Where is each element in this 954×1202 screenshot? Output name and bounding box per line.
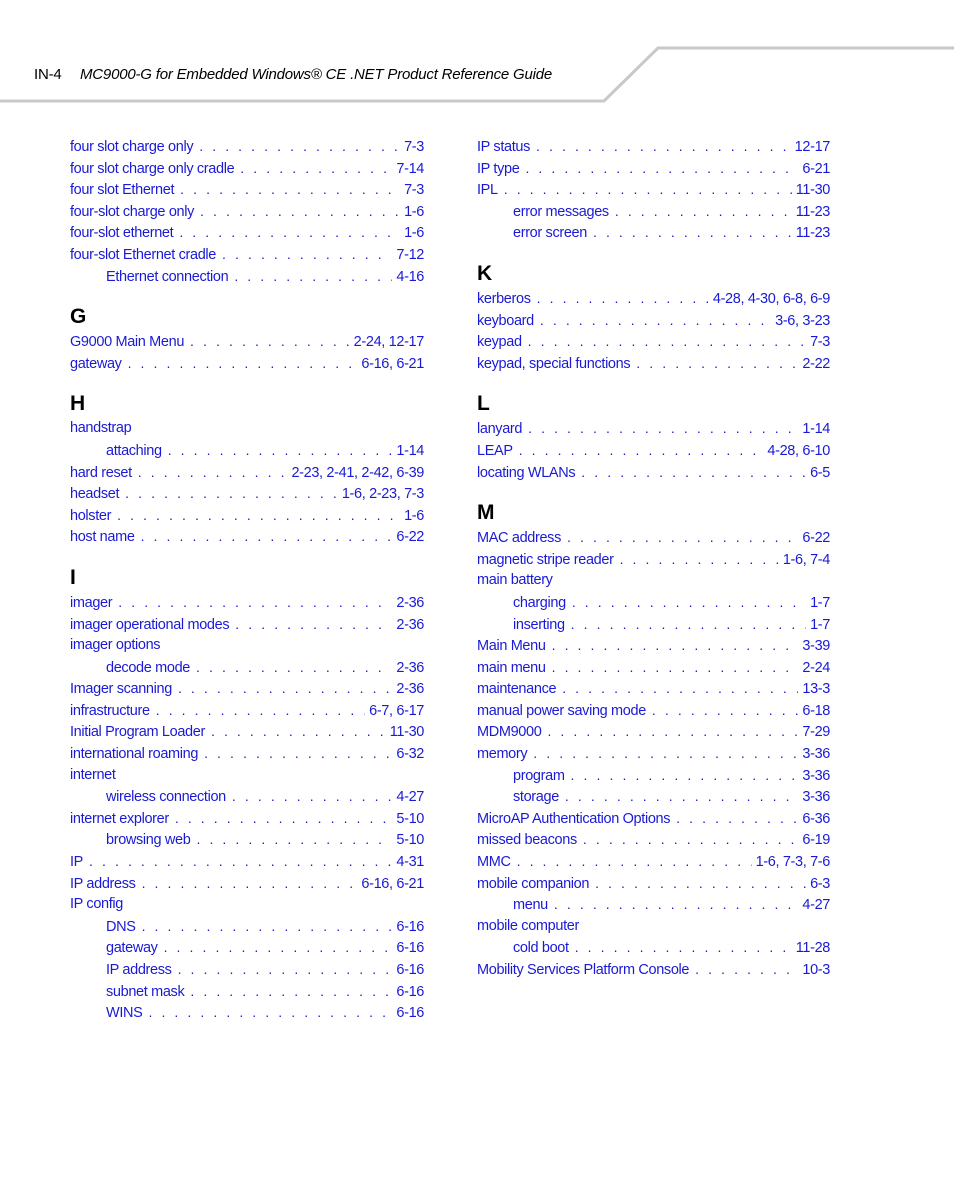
dot-leader xyxy=(117,505,400,527)
index-subentry-error-messages[interactable] xyxy=(477,201,830,223)
dot-leader xyxy=(200,201,400,223)
page-number: IN-4 xyxy=(34,66,62,83)
dot-leader xyxy=(562,678,798,700)
entry-term[interactable]: imager options xyxy=(70,637,161,654)
entry-term[interactable]: hard reset xyxy=(70,464,132,481)
dot-leader xyxy=(168,440,393,462)
index-entry-imager-operational-modes[interactable] xyxy=(70,614,424,636)
index-section-m xyxy=(477,499,830,980)
index-section-continued xyxy=(70,136,424,287)
entry-pages[interactable]: 7-29 xyxy=(802,724,830,741)
entry-pages[interactable]: 11-30 xyxy=(795,182,830,199)
index-entry-ip[interactable] xyxy=(70,851,424,873)
entry-pages[interactable]: 1-14 xyxy=(396,442,424,459)
entry-pages[interactable]: 2-23, 2-41, 2-42, 6-39 xyxy=(291,464,424,481)
index-subentry-storage[interactable] xyxy=(477,786,830,808)
dot-leader xyxy=(199,136,400,158)
entry-term[interactable]: wireless connection xyxy=(106,789,226,806)
dot-leader xyxy=(595,873,806,895)
dot-leader xyxy=(125,483,338,505)
index-entry-mdm9000[interactable] xyxy=(477,721,830,743)
dot-leader xyxy=(572,592,806,614)
entry-term[interactable]: menu xyxy=(513,897,548,914)
dot-leader xyxy=(178,959,393,981)
dot-leader xyxy=(504,179,792,201)
entry-term[interactable]: IP xyxy=(70,854,83,871)
dot-leader xyxy=(118,592,392,614)
entry-pages[interactable]: 7-3 xyxy=(810,334,830,351)
entry-pages[interactable]: 6-22 xyxy=(396,529,424,546)
entry-term[interactable]: MDM9000 xyxy=(477,724,542,741)
entry-pages[interactable]: 6-16 xyxy=(396,918,424,935)
entry-term[interactable]: keypad, special functions xyxy=(477,355,631,372)
entry-pages[interactable]: 13-3 xyxy=(802,681,830,698)
dot-leader xyxy=(196,829,392,851)
index-entry-gateway[interactable] xyxy=(70,353,424,375)
entry-term[interactable]: error screen xyxy=(513,225,587,242)
index-subentry-attaching[interactable] xyxy=(70,440,424,462)
entry-pages[interactable]: 7-14 xyxy=(396,160,424,177)
entry-term[interactable]: decode mode xyxy=(106,659,191,676)
index-section-i xyxy=(70,564,424,1024)
index-section-k xyxy=(477,260,830,374)
dot-leader xyxy=(179,222,400,244)
entry-term[interactable]: gateway xyxy=(70,355,122,372)
entry-pages[interactable]: 11-28 xyxy=(795,940,830,957)
section-letter: K xyxy=(477,261,493,285)
entry-term[interactable]: attaching xyxy=(106,442,162,459)
index-subentry-charging[interactable] xyxy=(477,592,830,614)
index-entry-infrastructure[interactable] xyxy=(70,700,424,722)
dot-leader xyxy=(519,440,764,462)
index-subentry-program[interactable] xyxy=(477,765,830,787)
entry-pages[interactable]: 6-21 xyxy=(802,160,830,177)
entry-term[interactable]: Initial Program Loader xyxy=(70,724,205,741)
index-entry-mmc[interactable] xyxy=(477,851,830,873)
entry-pages[interactable]: 6-5 xyxy=(810,464,830,481)
entry-pages[interactable]: 6-16 xyxy=(396,1005,424,1022)
entry-term[interactable]: four-slot ethernet xyxy=(70,225,174,242)
index-subentry-decode-mode[interactable] xyxy=(70,657,424,679)
dot-leader xyxy=(190,331,350,353)
entry-term[interactable]: Main Menu xyxy=(477,638,546,655)
index-section-l xyxy=(477,390,830,483)
entry-term[interactable]: IP address xyxy=(70,875,136,892)
dot-leader xyxy=(565,786,798,808)
index-entry-mobile-companion[interactable] xyxy=(477,873,830,895)
entry-pages[interactable]: 3-6, 3-23 xyxy=(775,312,830,329)
entry-term[interactable]: IP config xyxy=(70,896,124,913)
entry-pages[interactable]: 4-16 xyxy=(396,268,424,285)
entry-pages[interactable]: 6-32 xyxy=(396,746,424,763)
dot-leader xyxy=(525,158,798,180)
entry-term[interactable]: headset xyxy=(70,486,120,503)
dot-leader xyxy=(234,266,392,288)
index-subentry-subnet-mask[interactable] xyxy=(70,981,424,1003)
entry-pages[interactable]: 4-27 xyxy=(396,789,424,806)
index-column-right xyxy=(477,136,830,997)
entry-pages[interactable]: 2-36 xyxy=(396,681,424,698)
entry-pages[interactable]: 4-27 xyxy=(802,897,830,914)
dot-leader xyxy=(190,981,392,1003)
index-subentry-wireless-connection[interactable] xyxy=(70,786,424,808)
dot-leader xyxy=(575,937,792,959)
entry-term[interactable]: imager operational modes xyxy=(70,616,230,633)
entry-pages[interactable]: 1-7 xyxy=(810,616,830,633)
index-entry-four-slot-ethernet[interactable] xyxy=(70,222,424,244)
index-entry-four-slot-charge-only-cradle[interactable] xyxy=(70,158,424,180)
entry-pages[interactable]: 3-36 xyxy=(802,789,830,806)
entry-pages[interactable]: 11-23 xyxy=(795,203,830,220)
entry-pages[interactable]: 4-31 xyxy=(396,854,424,871)
index-entry-manual-power-saving-mode[interactable] xyxy=(477,700,830,722)
entry-term[interactable]: keypad xyxy=(477,334,522,351)
index-entry-ip-config[interactable] xyxy=(70,894,424,916)
index-entry-keypad-special-functions[interactable] xyxy=(477,353,830,375)
entry-pages[interactable]: 5-10 xyxy=(396,832,424,849)
entry-term[interactable]: four slot Ethernet xyxy=(70,182,175,199)
index-entry-handstrap[interactable] xyxy=(70,418,424,440)
dot-leader xyxy=(581,462,806,484)
dot-leader xyxy=(164,937,393,959)
entry-pages[interactable]: 3-36 xyxy=(802,746,830,763)
index-subentry-inserting[interactable] xyxy=(477,614,830,636)
index-subentry-gateway[interactable] xyxy=(70,937,424,959)
index-entry-keypad[interactable] xyxy=(477,331,830,353)
entry-pages[interactable]: 7-12 xyxy=(396,246,424,263)
section-letter: H xyxy=(70,392,86,416)
dot-leader xyxy=(141,526,393,548)
dot-leader xyxy=(240,158,392,180)
index-subentry-dns[interactable] xyxy=(70,916,424,938)
index-entry-main-menu[interactable] xyxy=(477,657,830,679)
dot-leader xyxy=(528,418,798,440)
entry-pages[interactable]: 2-36 xyxy=(396,594,424,611)
entry-pages[interactable]: 6-16, 6-21 xyxy=(361,355,424,372)
entry-pages[interactable]: 11-23 xyxy=(795,225,830,242)
entry-term[interactable]: holster xyxy=(70,507,112,524)
dot-leader xyxy=(180,179,400,201)
entry-term[interactable]: subnet mask xyxy=(106,983,185,1000)
entry-pages[interactable]: 6-16 xyxy=(396,940,424,957)
index-entry-imager-options[interactable] xyxy=(70,635,424,657)
entry-pages[interactable]: 2-24, 12-17 xyxy=(353,334,424,351)
dot-leader xyxy=(142,873,358,895)
entry-term[interactable]: internet explorer xyxy=(70,810,169,827)
dot-leader xyxy=(636,353,798,375)
entry-pages[interactable]: 3-36 xyxy=(802,767,830,784)
entry-pages[interactable]: 6-7, 6-17 xyxy=(369,702,424,719)
entry-pages[interactable]: 6-22 xyxy=(802,530,830,547)
entry-term[interactable]: missed beacons xyxy=(477,832,577,849)
index-entry-mobility-services-platform-console[interactable] xyxy=(477,959,830,981)
entry-term[interactable]: four-slot charge only xyxy=(70,203,195,220)
entry-term[interactable]: mobile computer xyxy=(477,917,579,934)
entry-pages[interactable]: 1-6 xyxy=(404,507,424,524)
index-subentry-wins[interactable] xyxy=(70,1002,424,1024)
index-entry-holster[interactable] xyxy=(70,505,424,527)
index-section-g xyxy=(70,303,424,374)
index-subentry-menu[interactable] xyxy=(477,894,830,916)
entry-term[interactable]: MMC xyxy=(477,854,511,871)
dot-leader xyxy=(536,136,791,158)
entry-term[interactable]: G9000 Main Menu xyxy=(70,334,185,351)
entry-pages[interactable]: 2-22 xyxy=(802,355,830,372)
entry-term[interactable]: IP address xyxy=(106,962,172,978)
index-entry-four-slot-ethernet[interactable] xyxy=(70,179,424,201)
entry-term[interactable]: MAC address xyxy=(477,530,561,547)
entry-term[interactable]: IP type xyxy=(477,160,520,177)
index-section-h xyxy=(70,390,424,548)
dot-leader xyxy=(695,959,798,981)
index-entry-mac-address[interactable] xyxy=(477,527,830,549)
entry-pages[interactable]: 1-7 xyxy=(810,594,830,611)
entry-pages[interactable]: 1-6 xyxy=(404,203,424,220)
index-entry-initial-program-loader[interactable] xyxy=(70,721,424,743)
entry-pages[interactable]: 6-16, 6-21 xyxy=(361,875,424,892)
dot-leader xyxy=(533,743,798,765)
index-entry-g9000-main-menu[interactable] xyxy=(70,331,424,353)
entry-pages[interactable]: 7-3 xyxy=(404,139,424,155)
dot-leader xyxy=(571,614,806,636)
index-entry-international-roaming[interactable] xyxy=(70,743,424,765)
entry-pages[interactable]: 6-18 xyxy=(802,702,830,719)
entry-term[interactable]: locating WLANs xyxy=(477,464,576,481)
entry-term[interactable]: internet xyxy=(70,766,116,783)
index-entry-memory[interactable] xyxy=(477,743,830,765)
index-subentry-error-screen[interactable] xyxy=(477,222,830,244)
dot-leader xyxy=(128,353,358,375)
index-entry-ip-address[interactable] xyxy=(70,873,424,895)
entry-term[interactable]: handstrap xyxy=(70,420,132,437)
entry-pages[interactable]: 1-14 xyxy=(802,421,830,438)
entry-pages[interactable]: 11-30 xyxy=(389,724,424,741)
entry-term[interactable]: WINS xyxy=(106,1005,143,1022)
dot-leader xyxy=(196,657,392,679)
section-letter: G xyxy=(70,305,87,329)
index-entry-mobile-computer[interactable] xyxy=(477,916,830,938)
entry-term[interactable]: charging xyxy=(513,594,566,611)
entry-pages[interactable]: 1-6 xyxy=(404,225,424,242)
entry-term[interactable]: LEAP xyxy=(477,442,513,459)
entry-term[interactable]: browsing web xyxy=(106,832,191,849)
index-entry-kerberos[interactable] xyxy=(477,288,830,310)
dot-leader xyxy=(178,678,392,700)
entry-pages[interactable]: 6-19 xyxy=(802,832,830,849)
entry-term[interactable]: magnetic stripe reader xyxy=(477,551,614,568)
dot-leader xyxy=(571,765,799,787)
entry-term[interactable]: host name xyxy=(70,529,135,546)
index-entry-host-name[interactable] xyxy=(70,526,424,548)
dot-leader xyxy=(517,851,752,873)
dot-leader xyxy=(148,1002,392,1024)
entry-term[interactable]: error messages xyxy=(513,203,609,220)
dot-leader xyxy=(89,851,392,873)
entry-term[interactable]: memory xyxy=(477,746,528,763)
entry-term[interactable]: international roaming xyxy=(70,746,199,763)
entry-pages[interactable]: 2-24 xyxy=(802,659,830,676)
dot-leader xyxy=(211,721,386,743)
index-entry-maintenance[interactable] xyxy=(477,678,830,700)
entry-pages[interactable]: 12-17 xyxy=(794,139,830,155)
dot-leader xyxy=(222,244,392,266)
index-section-continued xyxy=(477,136,830,244)
dot-leader xyxy=(232,786,392,808)
index-entry-ipl[interactable] xyxy=(477,179,830,201)
entry-pages[interactable]: 6-3 xyxy=(810,875,830,892)
dot-leader xyxy=(583,829,798,851)
entry-pages[interactable]: 10-3 xyxy=(802,962,830,978)
index-entry-missed-beacons[interactable] xyxy=(477,829,830,851)
entry-term[interactable]: kerberos xyxy=(477,290,531,307)
index-entry-hard-reset[interactable] xyxy=(70,462,424,484)
entry-term[interactable]: mobile companion xyxy=(477,875,590,892)
entry-pages[interactable]: 2-36 xyxy=(396,616,424,633)
index-entry-main-battery[interactable] xyxy=(477,570,830,592)
entry-term[interactable]: IP status xyxy=(477,139,531,155)
entry-term[interactable]: infrastructure xyxy=(70,702,150,719)
dot-leader xyxy=(235,614,392,636)
entry-term[interactable]: IPL xyxy=(477,182,498,199)
index-subentry-ip-address[interactable] xyxy=(70,959,424,981)
dot-leader xyxy=(138,462,288,484)
dot-leader xyxy=(540,310,771,332)
dot-leader xyxy=(554,894,799,916)
entry-term[interactable]: program xyxy=(513,767,565,784)
entry-pages[interactable]: 1-6, 2-23, 7-3 xyxy=(341,486,424,503)
index-entry-internet-explorer[interactable] xyxy=(70,808,424,830)
entry-term[interactable]: main menu xyxy=(477,659,546,676)
index-entry-four-slot-charge-only[interactable] xyxy=(70,201,424,223)
index-subentry-ethernet-connection[interactable] xyxy=(70,266,424,288)
entry-pages[interactable]: 6-16 xyxy=(396,983,424,1000)
entry-term[interactable]: main battery xyxy=(477,572,553,589)
dot-leader xyxy=(652,700,798,722)
dot-leader xyxy=(204,743,392,765)
entry-term[interactable]: gateway xyxy=(106,940,158,957)
header-rule xyxy=(0,0,954,110)
dot-leader xyxy=(615,201,792,223)
entry-term[interactable]: cold boot xyxy=(513,940,569,957)
entry-term[interactable]: manual power saving mode xyxy=(477,702,646,719)
entry-term[interactable]: four slot charge only cradle xyxy=(70,160,235,177)
dot-leader xyxy=(552,635,799,657)
entry-term[interactable]: four slot charge only xyxy=(70,139,194,155)
dot-leader xyxy=(620,549,779,571)
index-subentry-cold-boot[interactable] xyxy=(477,937,830,959)
guide-title: MC9000-G for Embedded Windows® CE .NET Product Reference Guide xyxy=(80,66,553,83)
index-entry-main-menu[interactable] xyxy=(477,635,830,657)
entry-term[interactable]: four-slot Ethernet cradle xyxy=(70,246,216,263)
dot-leader xyxy=(537,288,709,310)
entry-pages[interactable]: 4-28, 6-10 xyxy=(767,442,830,459)
index-column-left xyxy=(70,136,424,1040)
entry-pages[interactable]: 1-6, 7-3, 7-6 xyxy=(755,854,830,871)
entry-pages[interactable]: 1-6, 7-4 xyxy=(782,551,830,568)
index-entry-locating-wlans[interactable] xyxy=(477,462,830,484)
entry-pages[interactable]: 6-16 xyxy=(396,962,424,978)
dot-leader xyxy=(528,331,806,353)
index-entry-magnetic-stripe-reader[interactable] xyxy=(477,549,830,571)
entry-term[interactable]: Imager scanning xyxy=(70,681,172,698)
section-letter: I xyxy=(70,565,76,589)
entry-term[interactable]: DNS xyxy=(106,918,136,935)
index-entry-lanyard[interactable] xyxy=(477,418,830,440)
dot-leader xyxy=(156,700,365,722)
index-entry-microap-authentication-options[interactable] xyxy=(477,808,830,830)
entry-term[interactable]: lanyard xyxy=(477,421,523,438)
index-entry-keyboard[interactable] xyxy=(477,310,830,332)
dot-leader xyxy=(567,527,798,549)
dot-leader xyxy=(593,222,792,244)
index-entry-leap[interactable] xyxy=(477,440,830,462)
section-letter: L xyxy=(477,392,490,416)
index-entry-ip-type[interactable] xyxy=(477,158,830,180)
dot-leader xyxy=(142,916,393,938)
dot-leader xyxy=(676,808,798,830)
entry-pages[interactable]: 4-28, 4-30, 6-8, 6-9 xyxy=(712,290,830,307)
index-entry-four-slot-ethernet-cradle[interactable] xyxy=(70,244,424,266)
entry-pages[interactable]: 3-39 xyxy=(802,638,830,655)
entry-term[interactable]: MicroAP Authentication Options xyxy=(477,810,671,827)
entry-term[interactable]: maintenance xyxy=(477,681,557,698)
entry-term[interactable]: keyboard xyxy=(477,312,534,329)
index-entry-headset[interactable] xyxy=(70,483,424,505)
index-entry-ip-status[interactable] xyxy=(477,136,830,158)
entry-pages[interactable]: 2-36 xyxy=(396,659,424,676)
index-entry-imager-scanning[interactable] xyxy=(70,678,424,700)
section-letter: M xyxy=(477,501,495,525)
entry-term[interactable]: storage xyxy=(513,789,559,806)
index-entry-four-slot-charge-only[interactable] xyxy=(70,136,424,158)
entry-term[interactable]: imager xyxy=(70,594,113,611)
entry-term[interactable]: Mobility Services Platform Console xyxy=(477,962,690,978)
entry-pages[interactable]: 5-10 xyxy=(396,810,424,827)
entry-pages[interactable]: 6-36 xyxy=(802,810,830,827)
dot-leader xyxy=(175,808,393,830)
index-subentry-browsing-web[interactable] xyxy=(70,829,424,851)
dot-leader xyxy=(552,657,799,679)
dot-leader xyxy=(547,721,798,743)
entry-term[interactable]: Ethernet connection xyxy=(106,268,229,285)
index-entry-internet[interactable] xyxy=(70,765,424,787)
entry-term[interactable]: inserting xyxy=(513,616,565,633)
entry-pages[interactable]: 7-3 xyxy=(404,182,424,199)
index-entry-imager[interactable] xyxy=(70,592,424,614)
